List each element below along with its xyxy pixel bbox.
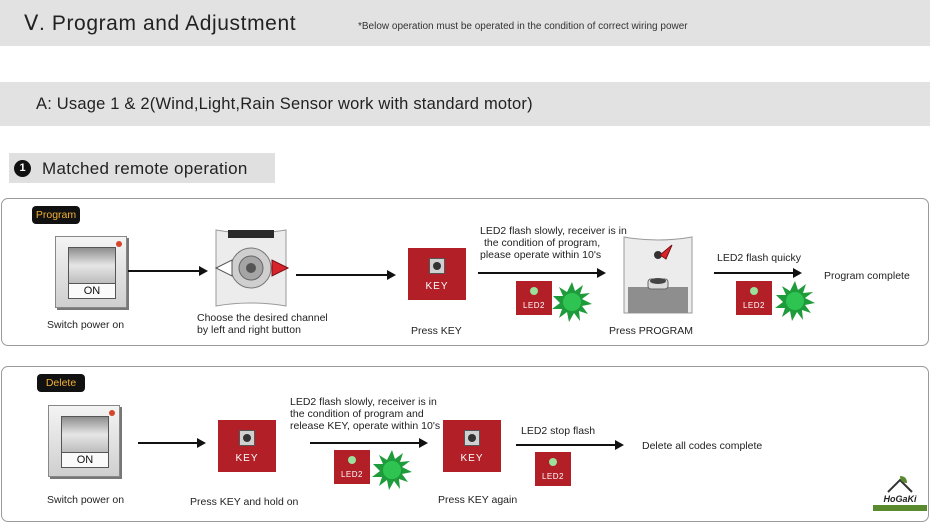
stop-flash-note: LED2 stop flash	[521, 425, 596, 437]
brand-name: HoGaKi	[883, 494, 917, 504]
program-complete-text: Program complete	[824, 270, 910, 282]
delete-flash-note-line3: release KEY, operate within 10's	[290, 420, 441, 432]
delete-flash-note-line1: LED2 flash slowly, receiver is in	[290, 396, 437, 408]
green-flash-quick-icon	[775, 281, 815, 321]
flash-note-line2: the condition of program,	[484, 237, 601, 249]
program-device-icon	[620, 233, 696, 317]
page-title: Ⅴ. Program and Adjustment	[24, 12, 297, 35]
program-tag: Program	[32, 206, 80, 224]
delete-tag: Delete	[37, 374, 85, 392]
key-button-icon	[429, 258, 445, 274]
delete-led2-label: LED2	[340, 470, 363, 479]
delete-led2-indicator	[334, 450, 370, 484]
delete-arrow-3	[516, 444, 616, 446]
delete-led2-stop-label: LED2	[541, 472, 564, 481]
delete-power-switch	[48, 405, 120, 477]
delete-key-block	[218, 420, 276, 472]
led2-quick-label: LED2	[742, 301, 765, 310]
key-caption: Press KEY	[411, 325, 462, 337]
arrow-1	[128, 270, 200, 272]
key-button-block	[408, 248, 466, 300]
quick-flash-note: LED2 flash quicky	[717, 252, 802, 264]
delete-green-flash-icon	[372, 450, 412, 490]
program-caption: Press PROGRAM	[609, 325, 694, 337]
section-title: Matched remote operation	[42, 159, 248, 178]
delete-key-label: KEY	[235, 453, 259, 464]
delete-arrow-2	[310, 442, 420, 444]
delete-flash-note-line2: the condition of program and	[290, 408, 424, 420]
arrow-2	[296, 274, 388, 276]
arrow-4	[714, 272, 794, 274]
delete-key2-caption: Press KEY again	[438, 494, 518, 506]
key-label: KEY	[425, 281, 449, 292]
green-flash-icon	[552, 282, 592, 322]
remote-control-icon	[210, 226, 292, 310]
brand-tagline-bar	[873, 505, 927, 511]
delete-key2-label: KEY	[460, 453, 484, 464]
delete-key-button-icon	[239, 430, 255, 446]
flash-note-line3: please operate within 10's	[480, 249, 602, 261]
choose-caption-line1: Choose the desired channel	[197, 312, 328, 324]
led2-label: LED2	[522, 301, 545, 310]
delete-key2-button-icon	[464, 430, 480, 446]
wiring-note: *Below operation must be operated in the condition of correct wiring power	[358, 21, 688, 32]
leaf-house-icon	[885, 474, 915, 494]
step-number-badge: 1	[14, 160, 31, 177]
power-led-icon	[116, 241, 122, 247]
delete-complete-text: Delete all codes complete	[642, 440, 763, 452]
delete-power-led-icon	[109, 410, 115, 416]
power-switch	[55, 236, 127, 308]
switch-on-label: ON	[69, 283, 115, 298]
delete-key-caption: Press KEY and hold on	[190, 496, 299, 508]
led2-indicator-quick	[736, 281, 772, 315]
delete-switch-on-label: ON	[62, 452, 108, 467]
led2-indicator	[516, 281, 552, 315]
flash-note-line1: LED2 flash slowly, receiver is in	[480, 225, 627, 237]
section-heading	[9, 153, 275, 183]
usage-title: A: Usage 1 & 2(Wind,Light,Rain Sensor work with standard motor)	[36, 95, 533, 113]
choose-caption-line2: by left and right button	[197, 324, 301, 336]
delete-key2-block	[443, 420, 501, 472]
delete-led2-stop	[535, 452, 571, 486]
arrow-3	[478, 272, 598, 274]
brand-logo	[873, 474, 927, 510]
delete-arrow-1	[138, 442, 198, 444]
switch-caption: Switch power on	[47, 319, 125, 331]
delete-switch-caption: Switch power on	[47, 494, 125, 506]
